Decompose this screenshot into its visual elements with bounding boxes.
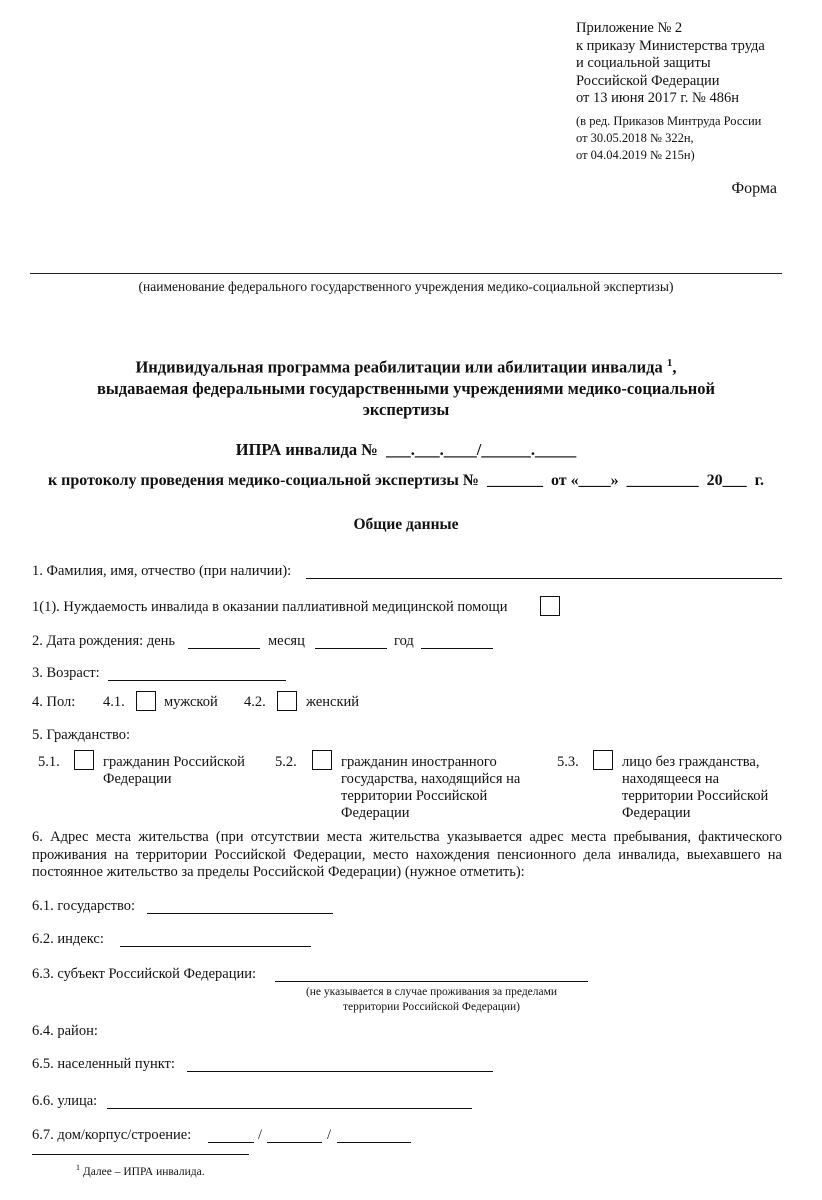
street-input[interactable]	[107, 1108, 472, 1109]
option-text-line: Федерации	[341, 805, 410, 821]
option-text-line: территории Российской	[622, 788, 769, 804]
country-label: 6.1. государство:	[32, 898, 136, 914]
field-palliative-label: 1(1). Нуждаемость инвалида в оказании паллиативной медицинской помощи	[32, 599, 508, 615]
sex-male-number: 4.1.	[103, 694, 125, 710]
region-note	[275, 985, 588, 1014]
document-title	[30, 353, 782, 420]
citizenship-label: 5. Гражданство:	[32, 727, 131, 743]
option-text-line: гражданин Российской	[103, 754, 245, 770]
title-line: экспертизы	[362, 399, 450, 419]
region-label: 6.3. субъект Российской Федерации:	[32, 966, 257, 982]
annex-header	[576, 20, 765, 108]
sex-female-label: женский	[306, 694, 360, 710]
protocol-line: к протоколу проведения медико-социальной экспертизы № _______ от «____» _________ 20___ г.	[47, 472, 765, 489]
footnote-text: Далее – ИПРА инвалида.	[82, 1165, 205, 1178]
edition-note	[576, 113, 761, 164]
birthdate-month-label: месяц	[268, 633, 305, 649]
birth-month-input[interactable]	[315, 648, 387, 649]
field-fullname-label: 1. Фамилия, имя, отчество (при наличии):	[32, 563, 292, 579]
separator: /	[327, 1127, 332, 1143]
birth-day-input[interactable]	[188, 648, 260, 649]
age-input[interactable]	[108, 680, 286, 681]
birthdate-year-label: год	[394, 633, 414, 649]
note-line: территории Российской Федерации)	[342, 1000, 521, 1013]
option-text-line: государства, находящийся на	[341, 771, 521, 787]
palliative-checkbox[interactable]	[540, 596, 560, 616]
title-line: выдаваемая федеральными государственными учреждениями медико-социальной	[96, 378, 716, 398]
note-line: (не указывается в случае проживания за пределами	[305, 986, 558, 998]
option-text-line: гражданин иностранного	[341, 754, 497, 770]
sex-male-checkbox[interactable]	[136, 691, 156, 711]
age-label: 3. Возраст:	[32, 665, 100, 681]
citizenship-rf-checkbox[interactable]	[74, 750, 94, 770]
org-caption: (наименование федерального государственного учреждения медико-социальной экспертизы)	[138, 279, 674, 294]
citizenship-stateless-checkbox[interactable]	[593, 750, 613, 770]
annex-line: Приложение № 2	[576, 20, 683, 36]
option-text-line: Федерации	[622, 805, 691, 821]
citizenship-foreign-number: 5.2.	[275, 754, 297, 770]
edition-line: от 04.04.2019 № 215н)	[576, 148, 695, 162]
annex-line: Российской Федерации	[576, 72, 720, 89]
citizenship-foreign-checkbox[interactable]	[312, 750, 332, 770]
district-label: 6.4. район:	[32, 1023, 98, 1039]
annex-line: от 13 июня 2017 г. № 486н	[576, 90, 739, 106]
option-text-line: лицо без гражданства,	[622, 754, 760, 770]
sex-male-label: мужской	[164, 694, 218, 710]
building-label: 6.7. дом/корпус/строение:	[32, 1127, 192, 1143]
citizenship-foreign-label	[341, 754, 520, 822]
annex-line: к приказу Министерства труда	[576, 37, 765, 54]
citizenship-rf-label	[103, 754, 245, 788]
option-text-line: территории Российской	[341, 788, 488, 804]
annex-line: и социальной защиты	[576, 55, 711, 71]
edition-line: (в ред. Приказов Минтруда России	[576, 114, 762, 128]
structure-input[interactable]	[337, 1142, 411, 1143]
postcode-input[interactable]	[120, 946, 311, 947]
footnote	[76, 1163, 205, 1178]
postcode-label: 6.2. индекс:	[32, 931, 104, 947]
street-label: 6.6. улица:	[32, 1093, 98, 1109]
country-input[interactable]	[147, 913, 333, 914]
ipra-number: ИПРА инвалида № ___.___.____/______._____	[235, 440, 577, 459]
address-paragraph: 6. Адрес места жительства (при отсутствии места жительства указывается адрес места пребывания, фактического проживания на территории Российской Федерации, место нахождения пенсионного дела инвалида, выехавшего на постоянное жительство за пределы Российской Федерации) (нужное отметить):	[32, 829, 782, 880]
birthdate-day-label: 2. Дата рождения: день	[32, 633, 176, 649]
title-comma: ,	[672, 357, 677, 377]
region-input[interactable]	[275, 981, 588, 982]
citizenship-stateless-label	[622, 754, 768, 822]
fullname-input[interactable]	[306, 578, 782, 579]
section-title: Общие данные	[353, 516, 459, 533]
form-label: Форма	[731, 180, 777, 197]
sex-label: 4. Пол:	[32, 694, 76, 710]
sex-female-checkbox[interactable]	[277, 691, 297, 711]
footnote-divider	[32, 1154, 249, 1155]
option-text-line: находящееся на	[622, 771, 720, 787]
footnote-mark: 1	[76, 1163, 80, 1172]
title-line: Индивидуальная программа реабилитации или абилитации инвалида	[135, 357, 663, 377]
citizenship-stateless-number: 5.3.	[557, 754, 579, 770]
birth-year-input[interactable]	[421, 648, 493, 649]
building-input[interactable]	[267, 1142, 322, 1143]
citizenship-rf-number: 5.1.	[38, 754, 60, 770]
edition-line: от 30.05.2018 № 322н,	[576, 131, 694, 145]
house-input[interactable]	[208, 1142, 254, 1143]
locality-input[interactable]	[187, 1071, 493, 1072]
org-name-field[interactable]	[30, 273, 782, 274]
sex-female-number: 4.2.	[244, 694, 266, 710]
separator: /	[258, 1127, 263, 1143]
option-text-line: Федерации	[103, 771, 172, 787]
footnote-mark: 1	[666, 357, 673, 369]
locality-label: 6.5. населенный пункт:	[32, 1056, 175, 1072]
